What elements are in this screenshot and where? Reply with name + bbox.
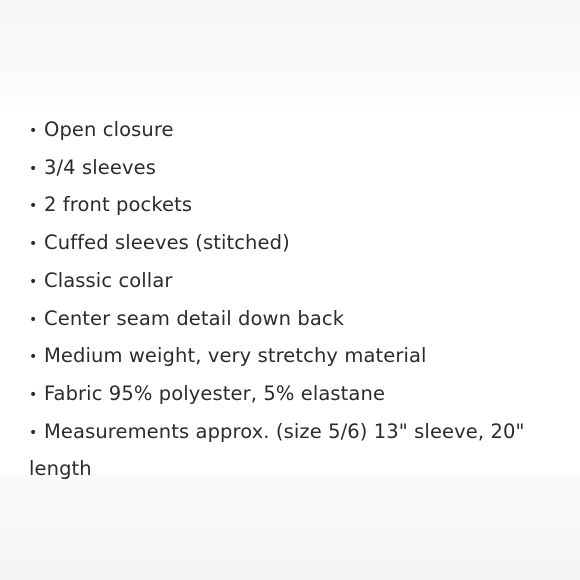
bullet: • bbox=[29, 236, 38, 253]
description-item-pockets bbox=[29, 187, 539, 225]
bullet: • bbox=[29, 273, 38, 290]
description-item-measurements bbox=[29, 414, 539, 487]
bullet: • bbox=[29, 160, 38, 177]
top-background bbox=[0, 0, 580, 106]
description-item-material bbox=[29, 338, 539, 376]
description-item-text: Open closure bbox=[44, 118, 174, 141]
description-item-collar bbox=[29, 263, 539, 301]
description-item-text: Fabric 95% polyester, 5% elastane bbox=[44, 381, 386, 405]
description-item-text: Classic collar bbox=[44, 268, 173, 292]
description-item-fabric bbox=[29, 376, 539, 414]
description-item-closure bbox=[29, 112, 539, 150]
bullet: • bbox=[29, 311, 38, 328]
description-item-sleeves bbox=[29, 150, 539, 188]
bullet: • bbox=[29, 386, 38, 403]
description-item-text: 3/4 sleeves bbox=[44, 155, 156, 179]
description-item-seam bbox=[29, 301, 539, 339]
description-item-text: Medium weight, very stretchy material bbox=[44, 344, 427, 368]
bullet: • bbox=[29, 424, 38, 441]
product-description-list bbox=[29, 112, 539, 487]
description-item-text: Cuffed sleeves (stitched) bbox=[44, 231, 290, 255]
description-item-cuffs bbox=[29, 225, 539, 263]
bullet: • bbox=[29, 198, 38, 215]
bullet: • bbox=[29, 123, 38, 139]
description-item-text: Measurements approx. (size 5/6) 13" sleeve, 20" length bbox=[29, 419, 525, 481]
bottom-background bbox=[0, 474, 580, 580]
description-item-text: 2 front pockets bbox=[44, 193, 193, 217]
description-item-text: Center seam detail down back bbox=[44, 306, 345, 330]
bullet: • bbox=[29, 349, 38, 366]
